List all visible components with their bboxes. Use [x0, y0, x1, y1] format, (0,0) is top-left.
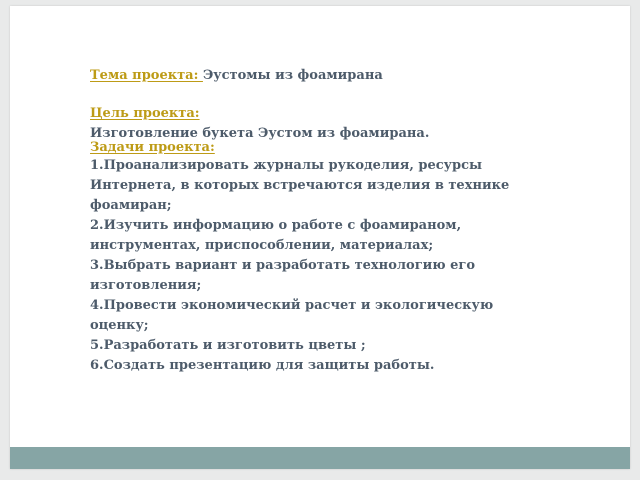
slide — [10, 6, 630, 469]
task-item: 5.Разработать и изготовить цветы ; — [90, 338, 366, 353]
task-item: 2.Изучить информацию о работе с фоамираном, инструментах, приспособлении, материалах; — [90, 218, 462, 253]
topic-label: Тема проекта: — [90, 68, 203, 83]
goal-text: Изготовление букета Эустом из фоамирана. — [90, 126, 430, 141]
goal-label-row — [90, 104, 530, 124]
topic-row — [90, 66, 530, 86]
topic-value: Эустомы из фоамирана — [202, 68, 383, 83]
task-item: 3.Выбрать вариант и разработать технологию его изготовления; — [90, 258, 476, 293]
tasks-label: Задачи проекта: — [90, 140, 215, 155]
goal-label: Цель проекта: — [90, 106, 200, 121]
tasks-list — [90, 156, 530, 376]
task-item: 1.Проанализировать журналы рукоделия, ресурсы Интернета, в которых встречаются изделия в технике фоамиран; — [90, 158, 510, 213]
slide-content — [90, 66, 530, 376]
task-item: 6.Создать презентацию для защиты работы. — [90, 358, 435, 373]
footer-bar — [10, 447, 630, 469]
task-item: 4.Провести экономический расчет и экологическую оценку; — [90, 298, 494, 333]
